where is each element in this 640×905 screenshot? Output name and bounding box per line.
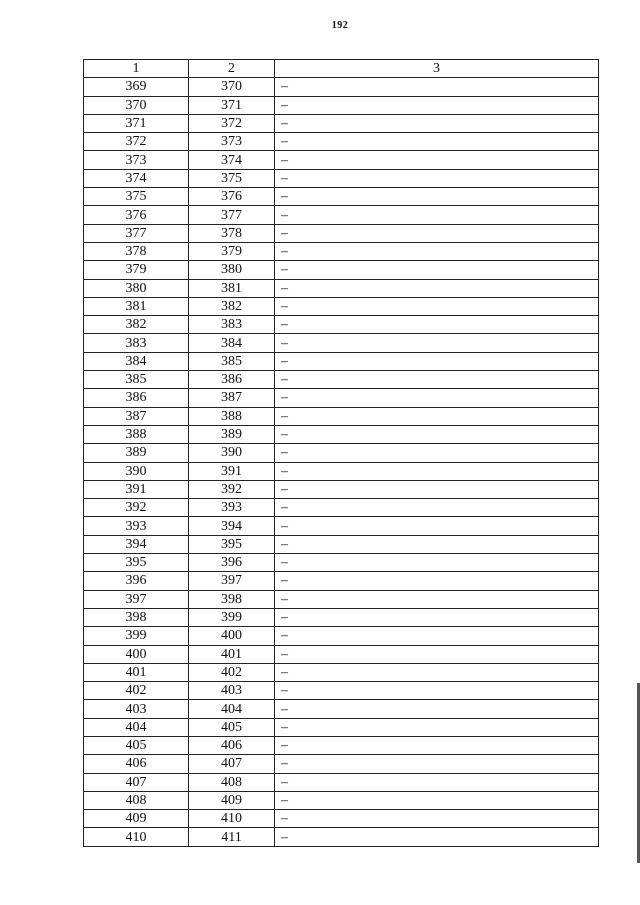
cell-col-2: 407 [189, 755, 275, 773]
cell-col-1: 375 [84, 188, 189, 206]
cell-col-3: – [275, 389, 599, 407]
cell-col-2: 380 [189, 261, 275, 279]
table-row [84, 114, 599, 132]
cell-col-2: 389 [189, 425, 275, 443]
cell-col-2: 400 [189, 627, 275, 645]
cell-col-3: – [275, 718, 599, 736]
page-number: 192 [331, 20, 349, 31]
cell-col-2: 398 [189, 590, 275, 608]
cell-col-1: 391 [84, 480, 189, 498]
cell-col-2: 374 [189, 151, 275, 169]
cell-col-2: 375 [189, 169, 275, 187]
cell-col-1: 404 [84, 718, 189, 736]
table-row [84, 169, 599, 187]
cell-col-3: – [275, 425, 599, 443]
column-header-3: 3 [275, 60, 599, 78]
cell-col-1: 381 [84, 297, 189, 315]
cell-col-2: 373 [189, 133, 275, 151]
cell-col-2: 381 [189, 279, 275, 297]
cell-col-1: 388 [84, 425, 189, 443]
cell-col-1: 409 [84, 810, 189, 828]
cell-col-1: 376 [84, 206, 189, 224]
cell-col-1: 380 [84, 279, 189, 297]
table-row [84, 224, 599, 242]
cell-col-1: 397 [84, 590, 189, 608]
cell-col-1: 387 [84, 407, 189, 425]
cell-col-2: 371 [189, 96, 275, 114]
cell-col-2: 408 [189, 773, 275, 791]
cell-col-3: – [275, 499, 599, 517]
cell-col-3: – [275, 480, 599, 498]
cell-col-3: – [275, 554, 599, 572]
table-row [84, 663, 599, 681]
cell-col-1: 372 [84, 133, 189, 151]
table-row [84, 78, 599, 96]
cell-col-2: 404 [189, 700, 275, 718]
table-row [84, 791, 599, 809]
table-row [84, 480, 599, 498]
column-header-2: 2 [189, 60, 275, 78]
cell-col-3: – [275, 407, 599, 425]
cell-col-3: – [275, 444, 599, 462]
cell-col-1: 410 [84, 828, 189, 846]
cell-col-3: – [275, 700, 599, 718]
cell-col-1: 371 [84, 114, 189, 132]
table-row [84, 261, 599, 279]
cell-col-1: 394 [84, 535, 189, 553]
cell-col-2: 397 [189, 572, 275, 590]
cell-col-3: – [275, 627, 599, 645]
table-row [84, 462, 599, 480]
cell-col-3: – [275, 828, 599, 846]
cell-col-3: – [275, 188, 599, 206]
table-row [84, 828, 599, 846]
cell-col-1: 369 [84, 78, 189, 96]
cell-col-3: – [275, 682, 599, 700]
table-row [84, 682, 599, 700]
cell-col-3: – [275, 773, 599, 791]
cell-col-3: – [275, 572, 599, 590]
cell-col-2: 384 [189, 334, 275, 352]
cell-col-3: – [275, 462, 599, 480]
table-row [84, 700, 599, 718]
cell-col-2: 391 [189, 462, 275, 480]
cell-col-1: 379 [84, 261, 189, 279]
column-header-1: 1 [84, 60, 189, 78]
cell-col-1: 393 [84, 517, 189, 535]
cell-col-3: – [275, 169, 599, 187]
cell-col-3: – [275, 206, 599, 224]
table-row [84, 755, 599, 773]
cell-col-1: 373 [84, 151, 189, 169]
cell-col-1: 370 [84, 96, 189, 114]
cell-col-2: 390 [189, 444, 275, 462]
cell-col-2: 376 [189, 188, 275, 206]
cell-col-1: 407 [84, 773, 189, 791]
cell-col-1: 390 [84, 462, 189, 480]
table-row [84, 590, 599, 608]
table-row [84, 718, 599, 736]
cell-col-1: 389 [84, 444, 189, 462]
cell-col-1: 374 [84, 169, 189, 187]
table-row [84, 334, 599, 352]
cell-col-3: – [275, 517, 599, 535]
cell-col-1: 403 [84, 700, 189, 718]
cell-col-2: 382 [189, 297, 275, 315]
cell-col-2: 395 [189, 535, 275, 553]
table-header-row [84, 60, 599, 78]
cell-col-1: 399 [84, 627, 189, 645]
cell-col-2: 386 [189, 371, 275, 389]
cell-col-2: 402 [189, 663, 275, 681]
table-row [84, 242, 599, 260]
table-row [84, 627, 599, 645]
table-row [84, 206, 599, 224]
table-row [84, 810, 599, 828]
table-row [84, 608, 599, 626]
cell-col-3: – [275, 114, 599, 132]
cell-col-1: 382 [84, 316, 189, 334]
cell-col-3: – [275, 663, 599, 681]
cell-col-2: 379 [189, 242, 275, 260]
cell-col-1: 377 [84, 224, 189, 242]
cell-col-1: 392 [84, 499, 189, 517]
table-row [84, 188, 599, 206]
cell-col-2: 396 [189, 554, 275, 572]
cell-col-3: – [275, 224, 599, 242]
cell-col-2: 410 [189, 810, 275, 828]
cell-col-3: – [275, 279, 599, 297]
table-row [84, 352, 599, 370]
cell-col-1: 386 [84, 389, 189, 407]
cell-col-3: – [275, 608, 599, 626]
cell-col-3: – [275, 96, 599, 114]
table-row [84, 499, 599, 517]
cell-col-1: 396 [84, 572, 189, 590]
cell-col-2: 378 [189, 224, 275, 242]
cell-col-3: – [275, 78, 599, 96]
cell-col-1: 401 [84, 663, 189, 681]
cell-col-3: – [275, 755, 599, 773]
cell-col-2: 385 [189, 352, 275, 370]
cell-col-1: 378 [84, 242, 189, 260]
cell-col-1: 383 [84, 334, 189, 352]
cell-col-2: 394 [189, 517, 275, 535]
cell-col-3: – [275, 810, 599, 828]
cell-col-1: 385 [84, 371, 189, 389]
cell-col-3: – [275, 151, 599, 169]
cell-col-3: – [275, 334, 599, 352]
table-body [84, 78, 599, 846]
cell-col-2: 405 [189, 718, 275, 736]
table-row [84, 517, 599, 535]
table-row [84, 371, 599, 389]
table-row [84, 279, 599, 297]
table-row [84, 316, 599, 334]
table-row [84, 389, 599, 407]
cell-col-2: 403 [189, 682, 275, 700]
cell-col-3: – [275, 535, 599, 553]
table-row [84, 425, 599, 443]
document-table [83, 59, 599, 847]
table-row [84, 407, 599, 425]
cell-col-2: 387 [189, 389, 275, 407]
table-row [84, 444, 599, 462]
cell-col-3: – [275, 791, 599, 809]
cell-col-2: 411 [189, 828, 275, 846]
cell-col-2: 372 [189, 114, 275, 132]
cell-col-2: 393 [189, 499, 275, 517]
cell-col-2: 409 [189, 791, 275, 809]
cell-col-1: 384 [84, 352, 189, 370]
cell-col-3: – [275, 371, 599, 389]
cell-col-3: – [275, 316, 599, 334]
cell-col-1: 405 [84, 736, 189, 754]
cell-col-3: – [275, 133, 599, 151]
table-row [84, 554, 599, 572]
cell-col-3: – [275, 590, 599, 608]
cell-col-3: – [275, 736, 599, 754]
cell-col-2: 370 [189, 78, 275, 96]
cell-col-3: – [275, 645, 599, 663]
cell-col-3: – [275, 242, 599, 260]
cell-col-2: 401 [189, 645, 275, 663]
cell-col-3: – [275, 261, 599, 279]
table-row [84, 736, 599, 754]
cell-col-1: 395 [84, 554, 189, 572]
table-header [84, 60, 599, 78]
table-row [84, 96, 599, 114]
cell-col-3: – [275, 352, 599, 370]
cell-col-1: 398 [84, 608, 189, 626]
cell-col-2: 383 [189, 316, 275, 334]
table-row [84, 645, 599, 663]
cell-col-2: 392 [189, 480, 275, 498]
cell-col-2: 406 [189, 736, 275, 754]
table-row [84, 572, 599, 590]
cell-col-2: 399 [189, 608, 275, 626]
table-row [84, 151, 599, 169]
cell-col-2: 377 [189, 206, 275, 224]
table-row [84, 773, 599, 791]
table-row [84, 297, 599, 315]
cell-col-1: 402 [84, 682, 189, 700]
cell-col-1: 408 [84, 791, 189, 809]
cell-col-3: – [275, 297, 599, 315]
cell-col-2: 388 [189, 407, 275, 425]
table-row [84, 535, 599, 553]
table-row [84, 133, 599, 151]
cell-col-1: 406 [84, 755, 189, 773]
cell-col-1: 400 [84, 645, 189, 663]
